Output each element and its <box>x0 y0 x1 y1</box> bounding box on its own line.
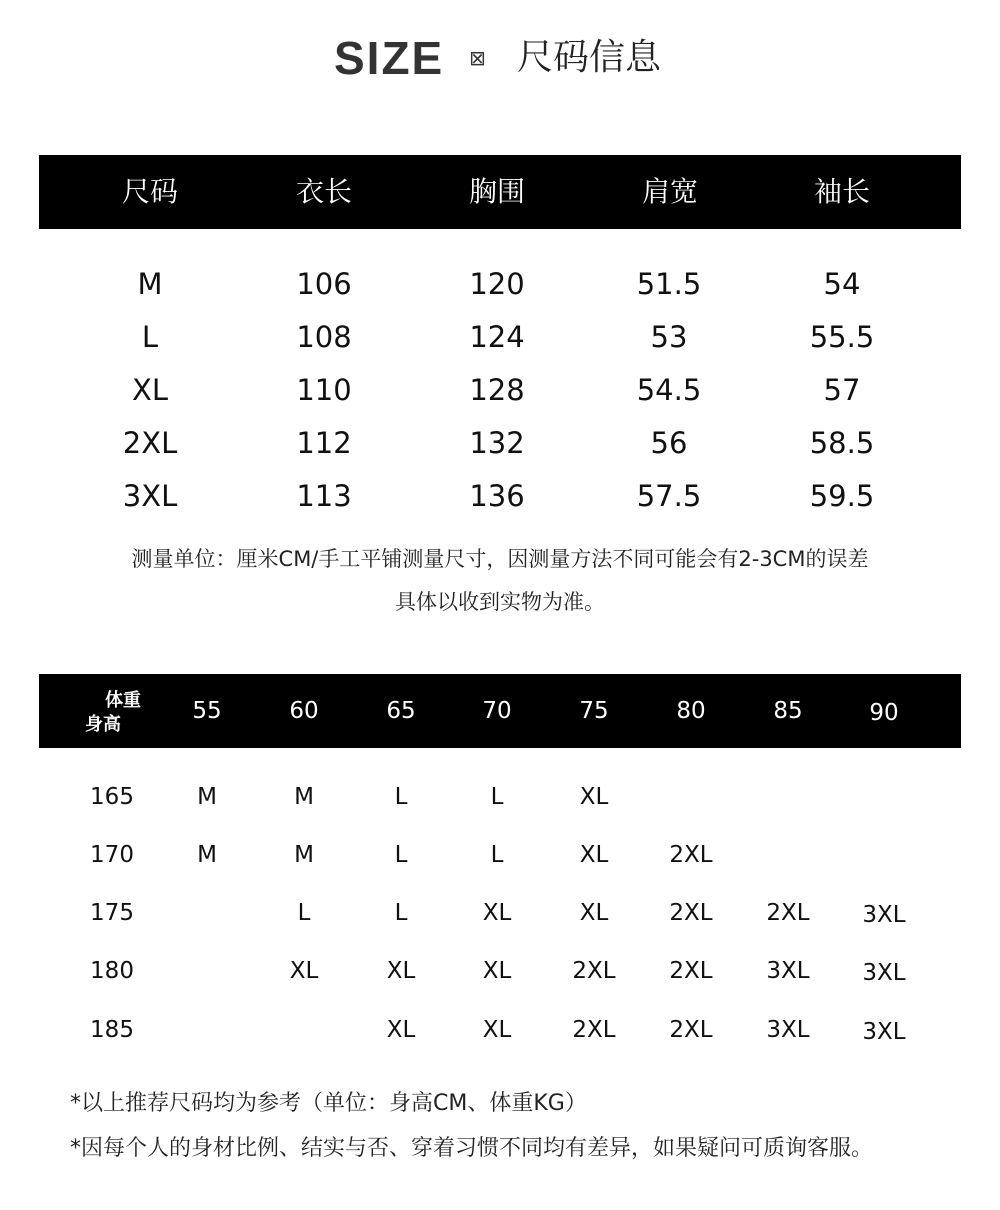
size-cell: 2XL <box>122 426 178 460</box>
size-row <box>0 470 1000 523</box>
size-cell: XL <box>579 842 609 868</box>
size-cell: XL <box>386 1017 416 1043</box>
shoulder-cell: 57.5 <box>636 479 702 513</box>
size-cell: M <box>137 267 163 301</box>
size-cell: 2XL <box>669 1017 713 1043</box>
size-cell: 3XL <box>862 1019 906 1045</box>
length-cell: 106 <box>296 267 352 301</box>
size-cell: L <box>141 320 159 354</box>
header-chest: 胸围 <box>468 175 525 208</box>
size-cell: 3XL <box>122 479 178 513</box>
length-cell: 112 <box>296 426 352 460</box>
recommend-row <box>0 772 1000 822</box>
size-cell: 2XL <box>669 958 713 984</box>
header-size: 尺码 <box>121 175 178 208</box>
size-row <box>0 364 1000 417</box>
header-length: 衣长 <box>295 175 352 208</box>
header-sleeve: 袖长 <box>813 175 870 208</box>
length-cell: 108 <box>296 320 352 354</box>
weight-header: 60 <box>289 698 319 724</box>
corner-weight-label: 体重 <box>105 690 141 711</box>
size-cell: 3XL <box>766 1017 810 1043</box>
size-cell: 2XL <box>766 900 810 926</box>
size-cell: L <box>490 784 504 810</box>
recommend-row <box>0 1005 1000 1055</box>
weight-header: 65 <box>386 698 416 724</box>
height-cell: 170 <box>90 842 134 868</box>
height-cell: 165 <box>90 784 134 810</box>
sleeve-cell: 55.5 <box>809 320 875 354</box>
size-cell: XL <box>482 958 512 984</box>
length-cell: 110 <box>296 373 352 407</box>
weight-header: 90 <box>869 700 899 726</box>
size-cell: L <box>394 784 408 810</box>
height-cell: 185 <box>90 1017 134 1043</box>
chest-cell: 120 <box>469 267 525 301</box>
header-shoulder: 肩宽 <box>641 175 698 208</box>
chest-cell: 124 <box>469 320 525 354</box>
size-cell: XL <box>131 373 169 407</box>
height-cell: 175 <box>90 900 134 926</box>
size-cell: 2XL <box>572 958 616 984</box>
title-separator-icon: ⊠ <box>469 46 486 70</box>
height-cell: 180 <box>90 958 134 984</box>
size-cell: XL <box>579 900 609 926</box>
size-cell: M <box>197 784 217 810</box>
size-cell: M <box>294 784 314 810</box>
recommend-row <box>0 946 1000 996</box>
size-cell: XL <box>386 958 416 984</box>
chest-cell: 128 <box>469 373 525 407</box>
sleeve-cell: 54 <box>823 267 861 301</box>
size-cell: XL <box>482 1017 512 1043</box>
shoulder-cell: 56 <box>650 426 688 460</box>
size-cell: M <box>197 842 217 868</box>
size-cell: 3XL <box>862 902 906 928</box>
size-row <box>0 258 1000 311</box>
chest-cell: 132 <box>469 426 525 460</box>
size-row <box>0 311 1000 364</box>
size-row <box>0 417 1000 470</box>
recommend-row <box>0 888 1000 938</box>
weight-header: 55 <box>192 698 222 724</box>
weight-header: 70 <box>482 698 512 724</box>
size-cell: M <box>294 842 314 868</box>
size-cell: XL <box>579 784 609 810</box>
size-cell: L <box>297 900 311 926</box>
title-chinese: 尺码信息 <box>517 37 662 78</box>
weight-header: 75 <box>579 698 609 724</box>
recommend-row <box>0 830 1000 880</box>
size-cell: XL <box>289 958 319 984</box>
corner-label <box>83 684 153 738</box>
sleeve-cell: 57 <box>823 373 861 407</box>
size-cell: L <box>490 842 504 868</box>
sleeve-cell: 59.5 <box>809 479 875 513</box>
title-size-word: SIZE <box>334 32 445 84</box>
chest-cell: 136 <box>469 479 525 513</box>
size-cell: 3XL <box>862 960 906 986</box>
shoulder-cell: 53 <box>650 320 688 354</box>
shoulder-cell: 51.5 <box>636 267 702 301</box>
page-title <box>0 28 1000 88</box>
footnote-line1: *以上推荐尺码均为参考（单位：身高CM、体重KG） <box>70 1091 587 1116</box>
measure-note-line2: 具体以收到实物为准。 <box>395 590 605 614</box>
weight-header: 85 <box>773 698 803 724</box>
size-cell: XL <box>482 900 512 926</box>
corner-height-label: 身高 <box>85 714 121 735</box>
size-cell: 2XL <box>669 842 713 868</box>
recommend-table-header <box>39 674 961 748</box>
measure-note-line1: 测量单位：厘米CM/手工平铺测量尺寸，因测量方法不同可能会有2-3CM的误差 <box>131 547 869 571</box>
size-cell: 3XL <box>766 958 810 984</box>
size-cell: L <box>394 900 408 926</box>
length-cell: 113 <box>296 479 352 513</box>
sleeve-cell: 58.5 <box>809 426 875 460</box>
footnote-line2: *因每个人的身材比例、结实与否、穿着习惯不同均有差异，如果疑问可质询客服。 <box>70 1136 874 1161</box>
shoulder-cell: 54.5 <box>636 373 702 407</box>
weight-header: 80 <box>676 698 706 724</box>
size-cell: 2XL <box>572 1017 616 1043</box>
size-table-header <box>39 155 961 229</box>
size-cell: L <box>394 842 408 868</box>
size-cell: 2XL <box>669 900 713 926</box>
